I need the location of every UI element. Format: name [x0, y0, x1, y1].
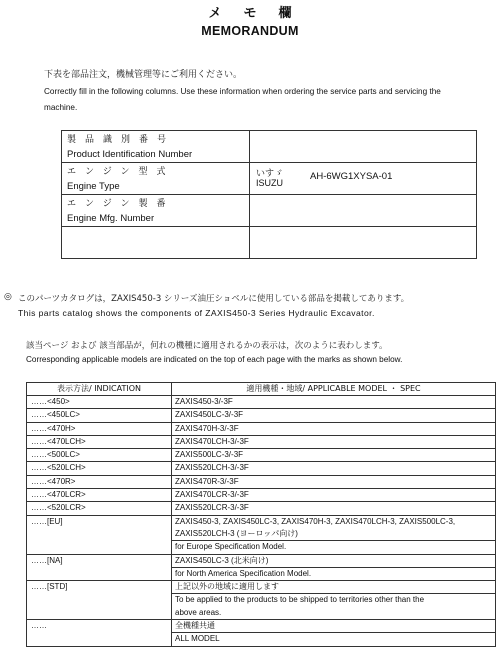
- indication-cell: ……<520LCR>: [27, 502, 172, 515]
- header-applicable-model: 適用機種・地域/ APPLICABLE MODEL ・ SPEC: [172, 383, 496, 396]
- indication-cell: ……[EU]: [27, 515, 172, 554]
- table-row: [27, 620, 496, 647]
- model-spec-primary: [172, 620, 495, 633]
- model-spec-line: ALL MODEL: [175, 634, 220, 644]
- engine-model-value: AH-6WG1XYSA-01: [310, 171, 393, 182]
- table-row: [27, 449, 496, 462]
- model-cell: ZAXIS470LCH-3/-3F: [172, 435, 496, 448]
- catalog-en: This parts catalog shows the components of ZAXIS450-3 Series Hydraulic Excavator.: [18, 308, 375, 318]
- model-cell: ZAXIS500LC-3/-3F: [172, 449, 496, 462]
- id-row-product: [62, 131, 250, 163]
- id-value-engine-mfg[interactable]: [250, 195, 477, 227]
- model-spec-primary: [172, 516, 495, 542]
- id-label-jp: 製品識別番号: [67, 135, 176, 145]
- model-spec-line: for Europe Specification Model.: [175, 542, 287, 552]
- engine-maker-jp: いすゞ: [256, 169, 284, 179]
- model-spec-english: [172, 541, 495, 553]
- indication-cell: ……<470LCH>: [27, 435, 172, 448]
- id-value-engine-type[interactable]: [250, 163, 477, 195]
- table-row: [27, 502, 496, 515]
- table-row: [27, 581, 496, 620]
- indication-cell: ……<450LC>: [27, 409, 172, 422]
- engine-maker-en: ISUZU: [256, 178, 283, 188]
- header-indication: 表示方法/ INDICATION: [27, 383, 172, 396]
- model-spec-english: [172, 633, 495, 645]
- page-title-jp: メモ欄: [208, 5, 314, 20]
- id-row-engine-type: [62, 163, 250, 195]
- indication-cell: ……[NA]: [27, 554, 172, 581]
- model-spec-line: 上記以外の地域に適用します: [175, 582, 279, 592]
- indication-cell: ……<500LC>: [27, 449, 172, 462]
- model-cell: [172, 515, 496, 554]
- indication-cell: ……<470LCR>: [27, 489, 172, 502]
- id-label-en: Engine Mfg. Number: [67, 213, 155, 224]
- indication-cell: ……[STD]: [27, 581, 172, 620]
- intro-en-line1: Correctly fill in the following columns. Use these information when ordering the service parts and servicing the: [44, 87, 441, 96]
- table-row: [27, 475, 496, 488]
- table-row: [27, 515, 496, 554]
- id-row-blank: [62, 227, 250, 259]
- model-spec-line: To be applied to the products to be shipped to territories other than the: [175, 595, 425, 605]
- applicable-model-table: [26, 382, 496, 647]
- applicable-jp: 該当ページ および 該当部品が，何れの機種に適用されるかの表示は，次のように表わします。: [26, 341, 388, 351]
- model-cell: ZAXIS470LCR-3/-3F: [172, 489, 496, 502]
- id-label-jp: エンジン製番: [67, 199, 175, 209]
- model-spec-line: above areas.: [175, 607, 222, 617]
- model-cell: ZAXIS470R-3/-3F: [172, 475, 496, 488]
- model-cell: [172, 554, 496, 581]
- indication-cell: ……<450>: [27, 396, 172, 409]
- model-cell: ZAXIS520LCH-3/-3F: [172, 462, 496, 475]
- table-row: [27, 396, 496, 409]
- model-spec-line: 全機種共通: [175, 621, 215, 631]
- table-row: [27, 554, 496, 581]
- id-label-en: Product Identification Number: [67, 149, 193, 160]
- table-row: [27, 409, 496, 422]
- intro-jp: 下表を部品注文，機械管理等にご利用ください。: [44, 70, 243, 80]
- indication-cell: ……<520LCH>: [27, 462, 172, 475]
- applicable-en: Corresponding applicable models are indicated on the top of each page with the marks as shown below.: [26, 355, 403, 364]
- id-value-product[interactable]: [250, 131, 477, 163]
- model-cell: ZAXIS470H-3/-3F: [172, 422, 496, 435]
- model-spec-primary: [172, 555, 495, 568]
- model-cell: [172, 581, 496, 620]
- identification-table: [61, 130, 477, 259]
- indication-cell: ……<470R>: [27, 475, 172, 488]
- indication-cell: ……: [27, 620, 172, 647]
- indication-cell: ……<470H>: [27, 422, 172, 435]
- intro-en-line2: machine.: [44, 103, 78, 112]
- table-row: [27, 422, 496, 435]
- model-spec-line: ZAXIS450LC-3 (北米向け): [175, 555, 269, 565]
- model-cell: [172, 620, 496, 647]
- model-spec-primary: [172, 581, 495, 594]
- model-spec-line: ZAXIS450-3, ZAXIS450LC-3, ZAXIS470H-3, ZAXIS470LCH-3, ZAXIS500LC-3,: [175, 516, 456, 526]
- catalog-jp: このパーツカタログは，ZAXIS450-3 シリーズ油圧ショベルに使用している部品を掲載してあります。: [18, 294, 410, 304]
- model-spec-english: [172, 594, 495, 619]
- model-spec-english: [172, 568, 495, 580]
- table-row: [27, 435, 496, 448]
- model-cell: ZAXIS520LCR-3/-3F: [172, 502, 496, 515]
- id-row-engine-mfg: [62, 195, 250, 227]
- id-value-blank[interactable]: [250, 227, 477, 259]
- catalog-symbol: ◎: [4, 292, 12, 302]
- model-cell: ZAXIS450LC-3/-3F: [172, 409, 496, 422]
- model-cell: ZAXIS450-3/-3F: [172, 396, 496, 409]
- table-row: [27, 462, 496, 475]
- model-spec-line: for North America Specification Model.: [175, 568, 312, 578]
- model-spec-line: ZAXIS520LCH-3 (ヨーロッパ向け): [175, 528, 298, 538]
- table-row: [27, 489, 496, 502]
- id-label-en: Engine Type: [67, 181, 120, 192]
- id-label-jp: エンジン型式: [67, 167, 175, 177]
- page-title-en: MEMORANDUM: [201, 24, 299, 38]
